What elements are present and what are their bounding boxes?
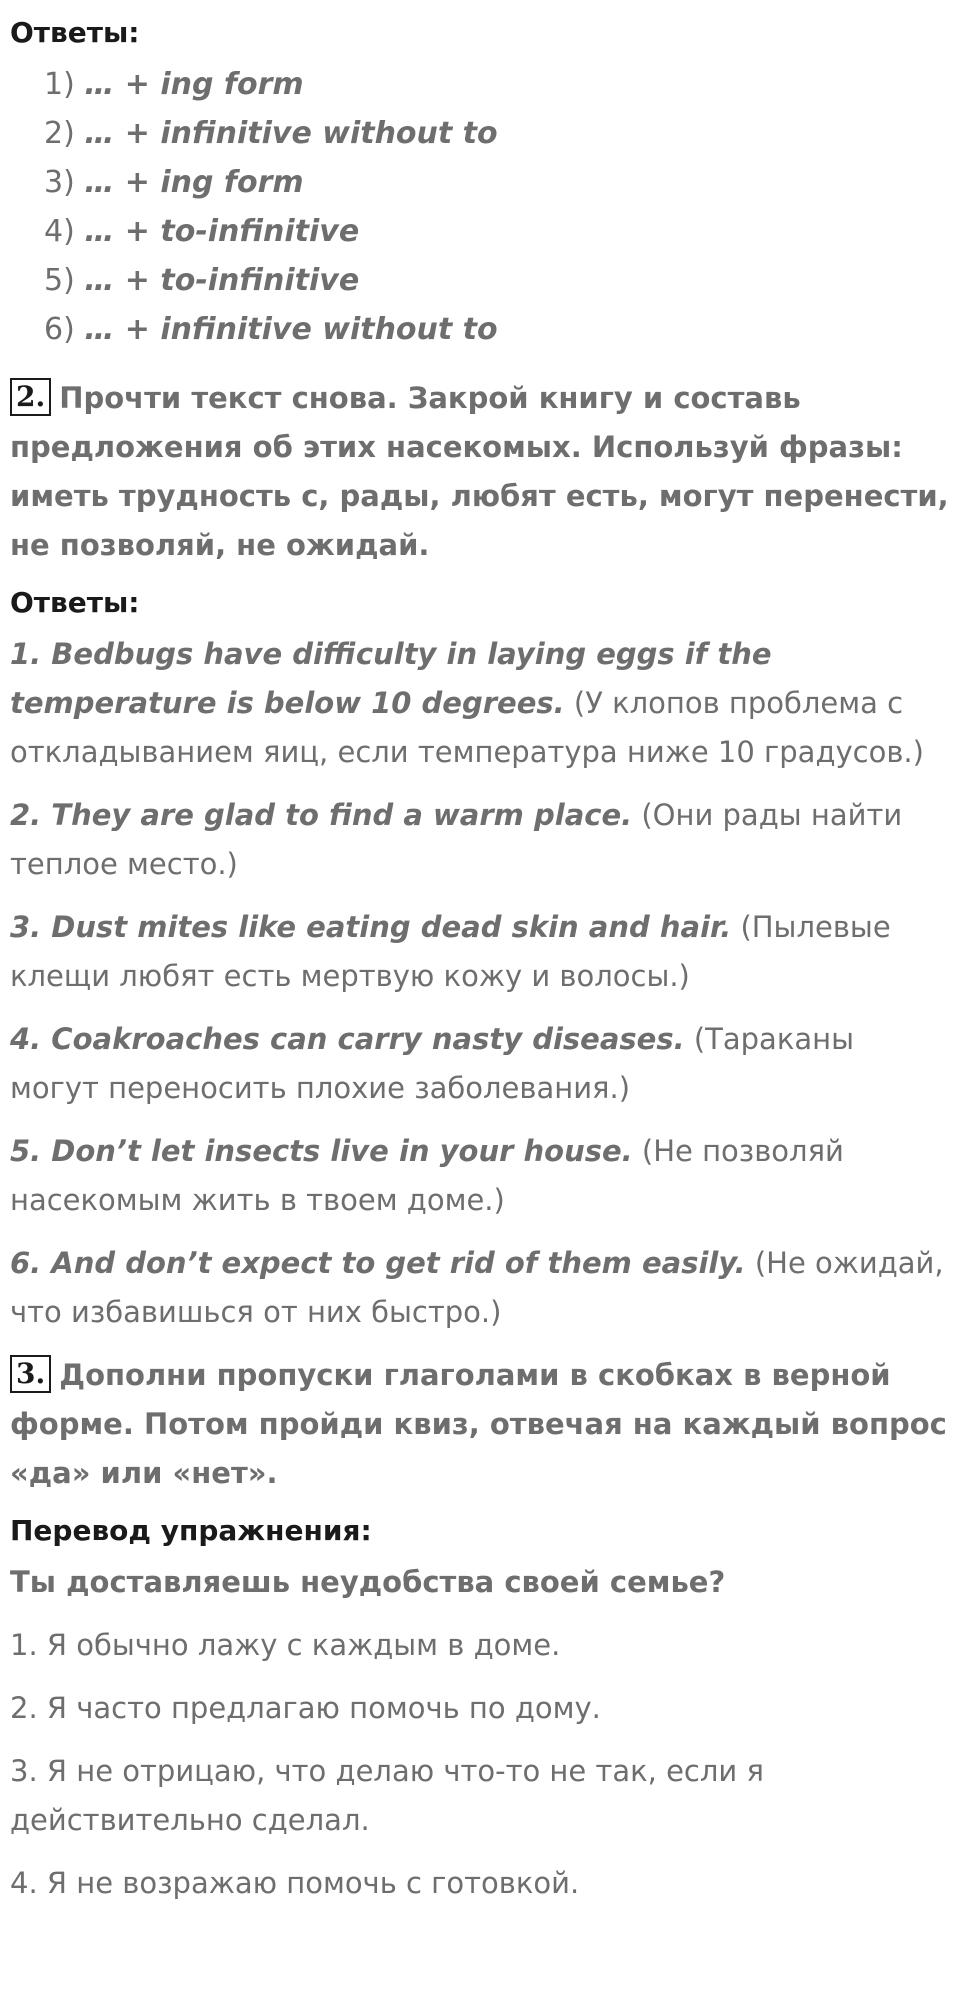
quiz-item: 1. Я обычно лажу с каждым в доме. xyxy=(10,1628,561,1662)
answers-heading-2: Ответы: xyxy=(10,586,140,619)
list-item xyxy=(44,305,950,354)
answer-item xyxy=(10,791,950,889)
translation-heading: Перевод упражнения: xyxy=(10,1514,372,1547)
quiz-item: 4. Я не возражаю помочь с готовкой. xyxy=(10,1866,580,1900)
answers-heading-1: Ответы: xyxy=(10,16,140,49)
list-item xyxy=(44,207,950,256)
item-number: 4) xyxy=(44,214,75,249)
item-number: 3) xyxy=(44,165,75,200)
item-answer: … + infinitive without to xyxy=(84,116,498,151)
answer-translation: (Пылевые клещи любят есть мертвую кожу и волосы.) xyxy=(10,910,891,993)
answer-english: 4. Coakroaches can carry nasty diseases. xyxy=(10,1022,685,1056)
list-item xyxy=(44,256,950,305)
answer-item xyxy=(10,1239,950,1337)
item-number: 2) xyxy=(44,116,75,151)
item-answer: … + to-infinitive xyxy=(84,263,360,298)
answer-translation: (Не ожидай, что избавишься от них быстро.) xyxy=(10,1246,944,1329)
task-text: Прочти текст снова. Закрой книгу и составь предложения об этих насекомых. Используй фразы: иметь трудность с, рады, любят есть, могут перенести, не позволяй, не ожидай. xyxy=(10,381,949,562)
list-item xyxy=(44,60,950,109)
item-answer: … + ing form xyxy=(84,67,304,102)
item-answer: … + infinitive without to xyxy=(84,312,498,347)
task-number-badge: 2. xyxy=(10,378,51,416)
answer-translation: (Не позволяй насекомым жить в твоем доме.) xyxy=(10,1134,844,1217)
answer-english: 2. They are glad to find a warm place. xyxy=(10,798,633,832)
answer-translation: (Тараканы могут переносить плохие заболевания.) xyxy=(10,1022,854,1105)
answer-english: 3. Dust mites like eating dead skin and hair. xyxy=(10,910,732,944)
answer-english: 6. And don’t expect to get rid of them easily. xyxy=(10,1246,746,1280)
item-answer: … + to-infinitive xyxy=(84,214,360,249)
quiz-title: Ты доставляешь неудобства своей семье? xyxy=(10,1565,726,1599)
list-item xyxy=(44,158,950,207)
quiz-item: 2. Я часто предлагаю помочь по дому. xyxy=(10,1691,601,1725)
item-number: 6) xyxy=(44,312,75,347)
answer-item xyxy=(10,630,950,777)
task-3-instruction xyxy=(10,1351,950,1498)
item-number: 1) xyxy=(44,67,75,102)
answer-english: 5. Don’t let insects live in your house. xyxy=(10,1134,633,1168)
grammar-answers-list xyxy=(10,60,950,354)
answer-english: 1. Bedbugs have difficulty in laying eggs if the temperature is below 10 degrees. xyxy=(10,637,772,720)
list-item xyxy=(44,109,950,158)
answer-item xyxy=(10,903,950,1001)
task-number-badge: 3. xyxy=(10,1355,51,1393)
item-answer: … + ing form xyxy=(84,165,304,200)
answer-item xyxy=(10,1127,950,1225)
answer-translation: (Они рады найти теплое место.) xyxy=(10,798,903,881)
answer-translation: (У клопов проблема с откладыванием яиц, если температура ниже 10 градусов.) xyxy=(10,686,924,769)
answer-item xyxy=(10,1015,950,1113)
quiz-item: 3. Я не отрицаю, что делаю что-то не так, если я действительно сделал. xyxy=(10,1754,764,1837)
item-number: 5) xyxy=(44,263,75,298)
task-text: Дополни пропуски глаголами в скобках в верной форме. Потом пройди квиз, отвечая на каждый вопрос «да» или «нет». xyxy=(10,1358,947,1490)
task-2-instruction xyxy=(10,374,950,570)
